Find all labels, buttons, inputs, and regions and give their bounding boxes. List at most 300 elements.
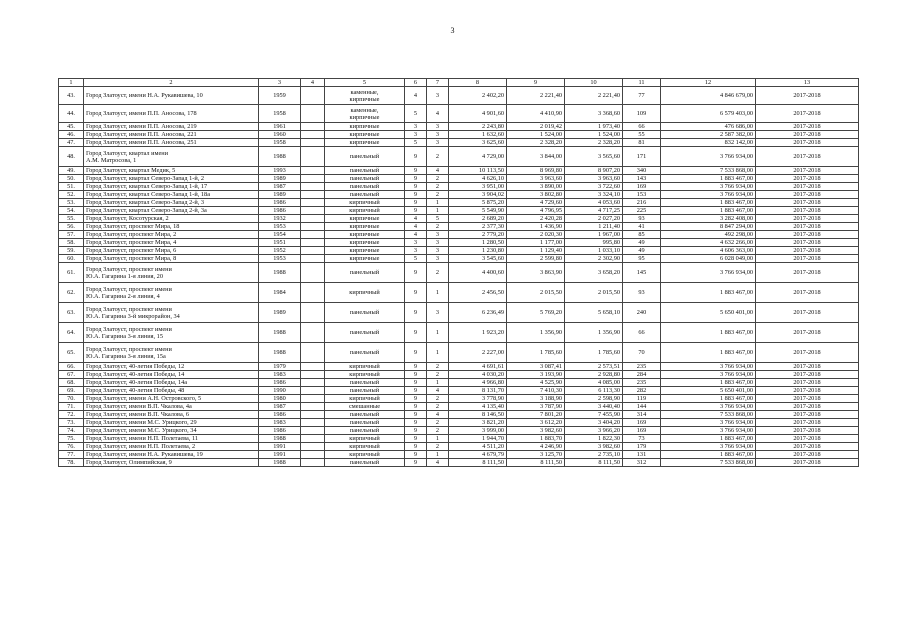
period-cell: 2017-2018 xyxy=(756,459,859,467)
header-cell: 1 xyxy=(59,79,84,87)
area-residential-cell: 8 111,50 xyxy=(565,459,623,467)
address-cell xyxy=(84,199,259,207)
table-row xyxy=(59,411,859,419)
wall-material-cell xyxy=(325,255,405,263)
address-line: Город Златоуст, проспект Мира, 18 xyxy=(86,223,180,230)
wall-material-line: кирпичные xyxy=(349,139,380,146)
column-4-cell xyxy=(301,283,325,303)
table-row xyxy=(59,175,859,183)
period-cell: 2017-2018 xyxy=(756,435,859,443)
row-number-cell: 46. xyxy=(59,131,84,139)
cost-cell: 8 847 294,00 xyxy=(661,223,756,231)
floors-cell: 9 xyxy=(405,183,427,191)
area-residential-cell: 4 717,25 xyxy=(565,207,623,215)
address-cell xyxy=(84,255,259,263)
address-cell xyxy=(84,371,259,379)
period-cell: 2017-2018 xyxy=(756,379,859,387)
year-built-cell: 1953 xyxy=(259,255,301,263)
area-total-cell: 4 901,60 xyxy=(449,105,507,123)
cost-cell: 1 883 467,00 xyxy=(661,175,756,183)
address-line: Город Златоуст, имени Н.А. Рукавишева, 10 xyxy=(86,92,203,99)
address-line: Город Златоуст, Олимпийская, 9 xyxy=(86,459,172,466)
floors-cell: 9 xyxy=(405,443,427,451)
column-4-cell xyxy=(301,139,325,147)
address-cell xyxy=(84,239,259,247)
floors-cell: 4 xyxy=(405,87,427,105)
year-built-cell: 1988 xyxy=(259,343,301,363)
address-line: Город Златоуст, 40-летия Победы, 48 xyxy=(86,387,185,394)
wall-material-line: кирпичные xyxy=(349,131,380,138)
period-cell: 2017-2018 xyxy=(756,395,859,403)
row-number-cell: 59. xyxy=(59,247,84,255)
floors-cell: 9 xyxy=(405,207,427,215)
year-built-cell: 1958 xyxy=(259,139,301,147)
row-number-cell: 53. xyxy=(59,199,84,207)
year-built-cell: 1988 xyxy=(259,263,301,283)
column-4-cell xyxy=(301,231,325,239)
area-total-cell: 5 875,20 xyxy=(449,199,507,207)
period-cell: 2017-2018 xyxy=(756,387,859,395)
floors-cell: 9 xyxy=(405,343,427,363)
row-number-cell: 67. xyxy=(59,371,84,379)
residents-cell: 77 xyxy=(623,87,661,105)
period-cell: 2017-2018 xyxy=(756,283,859,303)
year-built-cell: 1932 xyxy=(259,215,301,223)
area-total-cell: 2 402,20 xyxy=(449,87,507,105)
address-cell xyxy=(84,139,259,147)
period-cell: 2017-2018 xyxy=(756,123,859,131)
entrances-cell: 1 xyxy=(427,343,449,363)
cost-cell: 1 883 467,00 xyxy=(661,451,756,459)
area-premises-cell: 7 410,30 xyxy=(507,387,565,395)
residents-cell: 312 xyxy=(623,459,661,467)
area-premises-cell: 2 221,40 xyxy=(507,87,565,105)
wall-material-line: кирпичный xyxy=(349,371,380,378)
address-line: Город Златоуст, проспект Мира, 6 xyxy=(86,247,177,254)
period-cell: 2017-2018 xyxy=(756,191,859,199)
cost-cell: 3 766 934,00 xyxy=(661,403,756,411)
table-row xyxy=(59,223,859,231)
floors-cell: 9 xyxy=(405,403,427,411)
area-total-cell: 1 280,50 xyxy=(449,239,507,247)
floors-cell: 9 xyxy=(405,411,427,419)
column-4-cell xyxy=(301,247,325,255)
area-total-cell: 1 944,70 xyxy=(449,435,507,443)
period-cell: 2017-2018 xyxy=(756,87,859,105)
address-line: Город Златоуст, квартал Медик, 5 xyxy=(86,167,176,174)
column-4-cell xyxy=(301,427,325,435)
entrances-cell: 2 xyxy=(427,183,449,191)
wall-material-cell xyxy=(325,123,405,131)
cost-cell: 832 142,00 xyxy=(661,139,756,147)
period-cell: 2017-2018 xyxy=(756,131,859,139)
table-row xyxy=(59,435,859,443)
area-residential-cell: 1 973,40 xyxy=(565,123,623,131)
year-built-cell: 1986 xyxy=(259,427,301,435)
table-row xyxy=(59,379,859,387)
wall-material-line: кирпичный xyxy=(349,207,380,214)
residents-cell: 85 xyxy=(623,231,661,239)
area-premises-cell: 3 982,60 xyxy=(507,427,565,435)
row-number-cell: 43. xyxy=(59,87,84,105)
address-cell xyxy=(84,231,259,239)
area-total-cell: 3 625,60 xyxy=(449,139,507,147)
cost-cell: 4 632 266,00 xyxy=(661,239,756,247)
wall-material-cell xyxy=(325,247,405,255)
address-line: Город Златоуст, квартал Северо-Запад 1-й, 2 xyxy=(86,175,205,182)
wall-material-cell xyxy=(325,371,405,379)
period-cell: 2017-2018 xyxy=(756,147,859,167)
area-total-cell: 4 966,80 xyxy=(449,379,507,387)
residents-cell: 49 xyxy=(623,239,661,247)
year-built-cell: 1988 xyxy=(259,147,301,167)
entrances-cell: 2 xyxy=(427,147,449,167)
floors-cell: 9 xyxy=(405,191,427,199)
floors-cell: 9 xyxy=(405,147,427,167)
wall-material-line: панельный xyxy=(349,167,380,174)
cost-cell: 3 766 934,00 xyxy=(661,147,756,167)
entrances-cell: 5 xyxy=(427,215,449,223)
cost-cell: 3 766 934,00 xyxy=(661,419,756,427)
wall-material-line: кирпичные xyxy=(349,231,380,238)
area-residential-cell: 7 455,90 xyxy=(565,411,623,419)
address-cell xyxy=(84,147,259,167)
table-row xyxy=(59,419,859,427)
area-residential-cell: 4 053,60 xyxy=(565,199,623,207)
residents-cell: 314 xyxy=(623,411,661,419)
area-premises-cell: 5 769,20 xyxy=(507,303,565,323)
address-line: Город Златоуст, Косотурская, 2 xyxy=(86,215,169,222)
floors-cell: 9 xyxy=(405,323,427,343)
wall-material-line: кирпичные xyxy=(349,255,380,262)
year-built-cell: 1980 xyxy=(259,395,301,403)
period-cell: 2017-2018 xyxy=(756,263,859,283)
year-built-cell: 1986 xyxy=(259,411,301,419)
area-premises-cell: 3 188,90 xyxy=(507,395,565,403)
table-row xyxy=(59,303,859,323)
address-line: Город Златоуст, 40-летия Победы, 12 xyxy=(86,363,185,370)
floors-cell: 9 xyxy=(405,459,427,467)
area-total-cell: 4 626,10 xyxy=(449,175,507,183)
floors-cell: 5 xyxy=(405,139,427,147)
entrances-cell: 4 xyxy=(427,459,449,467)
wall-material-line: панельный xyxy=(349,419,380,426)
year-built-cell: 1989 xyxy=(259,191,301,199)
area-total-cell: 3 778,90 xyxy=(449,395,507,403)
wall-material-line: кирпичные xyxy=(349,223,380,230)
area-premises-cell: 3 863,90 xyxy=(507,263,565,283)
address-cell xyxy=(84,207,259,215)
address-line: Город Златоуст, квартал Северо-Запад 2-й, 3а xyxy=(86,207,207,214)
table-row xyxy=(59,215,859,223)
entrances-cell: 2 xyxy=(427,419,449,427)
area-total-cell: 8 146,50 xyxy=(449,411,507,419)
table-row xyxy=(59,371,859,379)
row-number-cell: 78. xyxy=(59,459,84,467)
column-4-cell xyxy=(301,363,325,371)
table-row xyxy=(59,263,859,283)
cost-cell: 1 883 467,00 xyxy=(661,199,756,207)
entrances-cell: 3 xyxy=(427,139,449,147)
cost-cell: 3 766 934,00 xyxy=(661,183,756,191)
row-number-cell: 49. xyxy=(59,167,84,175)
wall-material-line: кирпичные xyxy=(349,215,380,222)
residents-cell: 66 xyxy=(623,123,661,131)
table-row xyxy=(59,343,859,363)
cost-cell: 3 766 934,00 xyxy=(661,263,756,283)
row-number-cell: 62. xyxy=(59,283,84,303)
area-premises-cell: 3 844,00 xyxy=(507,147,565,167)
table-row xyxy=(59,231,859,239)
floors-cell: 3 xyxy=(405,123,427,131)
area-total-cell: 6 236,49 xyxy=(449,303,507,323)
row-number-cell: 44. xyxy=(59,105,84,123)
wall-material-cell xyxy=(325,131,405,139)
address-line: Город Златоуст, имени В.П. Чкалова, 4а xyxy=(86,403,192,410)
wall-material-cell xyxy=(325,379,405,387)
address-line: Город Златоуст, квартал Северо-Запад 2-й, 3 xyxy=(86,199,205,206)
area-residential-cell: 3 963,60 xyxy=(565,175,623,183)
table-row xyxy=(59,191,859,199)
entrances-cell: 2 xyxy=(427,371,449,379)
address-cell xyxy=(84,443,259,451)
address-cell xyxy=(84,379,259,387)
wall-material-cell xyxy=(325,223,405,231)
area-premises-cell: 1 436,90 xyxy=(507,223,565,231)
column-4-cell xyxy=(301,395,325,403)
year-built-cell: 1988 xyxy=(259,459,301,467)
area-premises-cell: 1 356,90 xyxy=(507,323,565,343)
area-total-cell: 4 729,00 xyxy=(449,147,507,167)
wall-material-line: панельный xyxy=(349,349,380,356)
address-line: Город Златоуст, проспект Мира, 8 xyxy=(86,255,177,262)
wall-material-line: кирпичный xyxy=(349,199,380,206)
period-cell: 2017-2018 xyxy=(756,255,859,263)
address-line: Город Златоуст, квартал Северо-Запад 1-й, 18а xyxy=(86,191,210,198)
address-line: Город Златоуст, имени В.П. Чкалова, 6 xyxy=(86,411,190,418)
floors-cell: 9 xyxy=(405,303,427,323)
header-cell: 13 xyxy=(756,79,859,87)
row-number-cell: 58. xyxy=(59,239,84,247)
area-premises-cell: 4 246,90 xyxy=(507,443,565,451)
address-cell xyxy=(84,263,259,283)
entrances-cell: 2 xyxy=(427,191,449,199)
area-premises-cell: 3 125,70 xyxy=(507,451,565,459)
period-cell: 2017-2018 xyxy=(756,403,859,411)
column-4-cell xyxy=(301,371,325,379)
area-premises-cell: 4 729,60 xyxy=(507,199,565,207)
table-row xyxy=(59,183,859,191)
address-line: А.М. Матросова, 1 xyxy=(86,156,137,164)
year-built-cell: 1988 xyxy=(259,435,301,443)
row-number-cell: 57. xyxy=(59,231,84,239)
address-line: Ю.А. Гагарина 2-я линия, 4 xyxy=(86,292,160,300)
period-cell: 2017-2018 xyxy=(756,443,859,451)
cost-cell: 476 686,00 xyxy=(661,123,756,131)
residents-cell: 284 xyxy=(623,371,661,379)
column-4-cell xyxy=(301,131,325,139)
entrances-cell: 4 xyxy=(427,387,449,395)
area-total-cell: 2 689,20 xyxy=(449,215,507,223)
area-residential-cell: 3 368,60 xyxy=(565,105,623,123)
address-line: Город Златоуст, имени Н.П. Полетаева, 11 xyxy=(86,435,199,442)
wall-material-line: каменные, xyxy=(350,106,379,114)
column-4-cell xyxy=(301,167,325,175)
wall-material-cell xyxy=(325,263,405,283)
row-number-cell: 54. xyxy=(59,207,84,215)
area-residential-cell: 1 785,60 xyxy=(565,343,623,363)
area-residential-cell: 3 324,10 xyxy=(565,191,623,199)
area-residential-cell: 3 440,40 xyxy=(565,403,623,411)
area-total-cell: 2 377,30 xyxy=(449,223,507,231)
row-number-cell: 60. xyxy=(59,255,84,263)
address-line: Город Златоуст, проспект имени xyxy=(86,325,172,333)
area-total-cell: 2 779,20 xyxy=(449,231,507,239)
year-built-cell: 1989 xyxy=(259,175,301,183)
wall-material-cell xyxy=(325,191,405,199)
address-line: Ю.А. Гагарина 1-я линия, 20 xyxy=(86,272,163,280)
address-line: Город Златоуст, проспект Мира, 4 xyxy=(86,239,177,246)
column-4-cell xyxy=(301,183,325,191)
area-total-cell: 4 691,61 xyxy=(449,363,507,371)
floors-cell: 9 xyxy=(405,363,427,371)
table-row xyxy=(59,459,859,467)
wall-material-cell xyxy=(325,167,405,175)
wall-material-cell xyxy=(325,419,405,427)
wall-material-line: кирпичный xyxy=(349,435,380,442)
area-premises-cell: 4 410,90 xyxy=(507,105,565,123)
table-row xyxy=(59,147,859,167)
area-residential-cell: 1 033,10 xyxy=(565,247,623,255)
area-total-cell: 4 135,40 xyxy=(449,403,507,411)
year-built-cell: 1954 xyxy=(259,231,301,239)
year-built-cell: 1961 xyxy=(259,123,301,131)
address-cell xyxy=(84,427,259,435)
area-premises-cell: 3 802,80 xyxy=(507,191,565,199)
area-residential-cell: 1 967,00 xyxy=(565,231,623,239)
cost-cell: 3 766 934,00 xyxy=(661,363,756,371)
area-total-cell: 3 821,20 xyxy=(449,419,507,427)
address-cell xyxy=(84,459,259,467)
entrances-cell: 2 xyxy=(427,403,449,411)
residents-cell: 109 xyxy=(623,105,661,123)
year-built-cell: 1984 xyxy=(259,283,301,303)
address-cell xyxy=(84,387,259,395)
area-premises-cell: 2 599,80 xyxy=(507,255,565,263)
table-row xyxy=(59,443,859,451)
column-4-cell xyxy=(301,191,325,199)
column-4-cell xyxy=(301,147,325,167)
wall-material-cell xyxy=(325,395,405,403)
entrances-cell: 1 xyxy=(427,435,449,443)
column-4-cell xyxy=(301,105,325,123)
area-total-cell: 4 511,20 xyxy=(449,443,507,451)
cost-cell: 3 282 408,00 xyxy=(661,215,756,223)
residents-cell: 282 xyxy=(623,387,661,395)
wall-material-line: панельный xyxy=(349,459,380,466)
residents-cell: 55 xyxy=(623,131,661,139)
address-line: Город Златоуст, имени М.С. Урицкого, 34 xyxy=(86,427,197,434)
wall-material-line: панельный xyxy=(349,175,380,182)
floors-cell: 3 xyxy=(405,247,427,255)
cost-cell: 1 883 467,00 xyxy=(661,395,756,403)
address-cell xyxy=(84,363,259,371)
column-4-cell xyxy=(301,255,325,263)
column-4-cell xyxy=(301,207,325,215)
entrances-cell: 1 xyxy=(427,199,449,207)
period-cell: 2017-2018 xyxy=(756,323,859,343)
entrances-cell: 3 xyxy=(427,303,449,323)
header-cell: 6 xyxy=(405,79,427,87)
period-cell: 2017-2018 xyxy=(756,105,859,123)
row-number-cell: 71. xyxy=(59,403,84,411)
year-built-cell: 1989 xyxy=(259,303,301,323)
period-cell: 2017-2018 xyxy=(756,247,859,255)
floors-cell: 5 xyxy=(405,105,427,123)
wall-material-line: панельный xyxy=(349,153,380,160)
cost-cell: 1 883 467,00 xyxy=(661,283,756,303)
row-number-cell: 65. xyxy=(59,343,84,363)
wall-material-cell xyxy=(325,435,405,443)
address-cell xyxy=(84,303,259,323)
header-cell: 11 xyxy=(623,79,661,87)
wall-material-line: кирпичные xyxy=(349,113,380,121)
area-total-cell: 4 400,60 xyxy=(449,263,507,283)
cost-cell: 2 587 382,00 xyxy=(661,131,756,139)
column-4-cell xyxy=(301,387,325,395)
year-built-cell: 1993 xyxy=(259,167,301,175)
residents-cell: 235 xyxy=(623,379,661,387)
header-cell: 10 xyxy=(565,79,623,87)
area-premises-cell: 2 328,20 xyxy=(507,139,565,147)
table-header-row xyxy=(59,79,859,87)
entrances-cell: 2 xyxy=(427,363,449,371)
header-cell: 4 xyxy=(301,79,325,87)
area-premises-cell: 4 525,90 xyxy=(507,379,565,387)
wall-material-line: панельный xyxy=(349,309,380,316)
wall-material-cell xyxy=(325,183,405,191)
header-cell: 9 xyxy=(507,79,565,87)
area-total-cell: 4 679,79 xyxy=(449,451,507,459)
cost-cell: 7 533 868,00 xyxy=(661,411,756,419)
wall-material-cell xyxy=(325,411,405,419)
cost-cell: 3 766 934,00 xyxy=(661,427,756,435)
wall-material-cell xyxy=(325,427,405,435)
column-4-cell xyxy=(301,323,325,343)
address-line: Город Златоуст, 40-летия Победы, 14а xyxy=(86,379,188,386)
area-residential-cell: 3 565,60 xyxy=(565,147,623,167)
wall-material-line: панельный xyxy=(349,427,380,434)
address-cell xyxy=(84,183,259,191)
area-total-cell: 4 030,20 xyxy=(449,371,507,379)
area-residential-cell: 2 928,80 xyxy=(565,371,623,379)
address-line: Город Златоуст, имени П.П. Аносова, 221 xyxy=(86,131,197,138)
floors-cell: 4 xyxy=(405,223,427,231)
floors-cell: 3 xyxy=(405,239,427,247)
residents-cell: 169 xyxy=(623,183,661,191)
area-premises-cell: 1 785,60 xyxy=(507,343,565,363)
column-4-cell xyxy=(301,419,325,427)
area-total-cell: 3 999,00 xyxy=(449,427,507,435)
residents-cell: 93 xyxy=(623,283,661,303)
header-cell: 12 xyxy=(661,79,756,87)
address-line: Город Златоуст, имени М.С. Урицкого, 29 xyxy=(86,419,197,426)
period-cell: 2017-2018 xyxy=(756,239,859,247)
area-premises-cell: 7 801,20 xyxy=(507,411,565,419)
address-line: Город Златоуст, имени П.П. Аносова, 251 xyxy=(86,139,197,146)
residents-cell: 119 xyxy=(623,395,661,403)
column-4-cell xyxy=(301,459,325,467)
